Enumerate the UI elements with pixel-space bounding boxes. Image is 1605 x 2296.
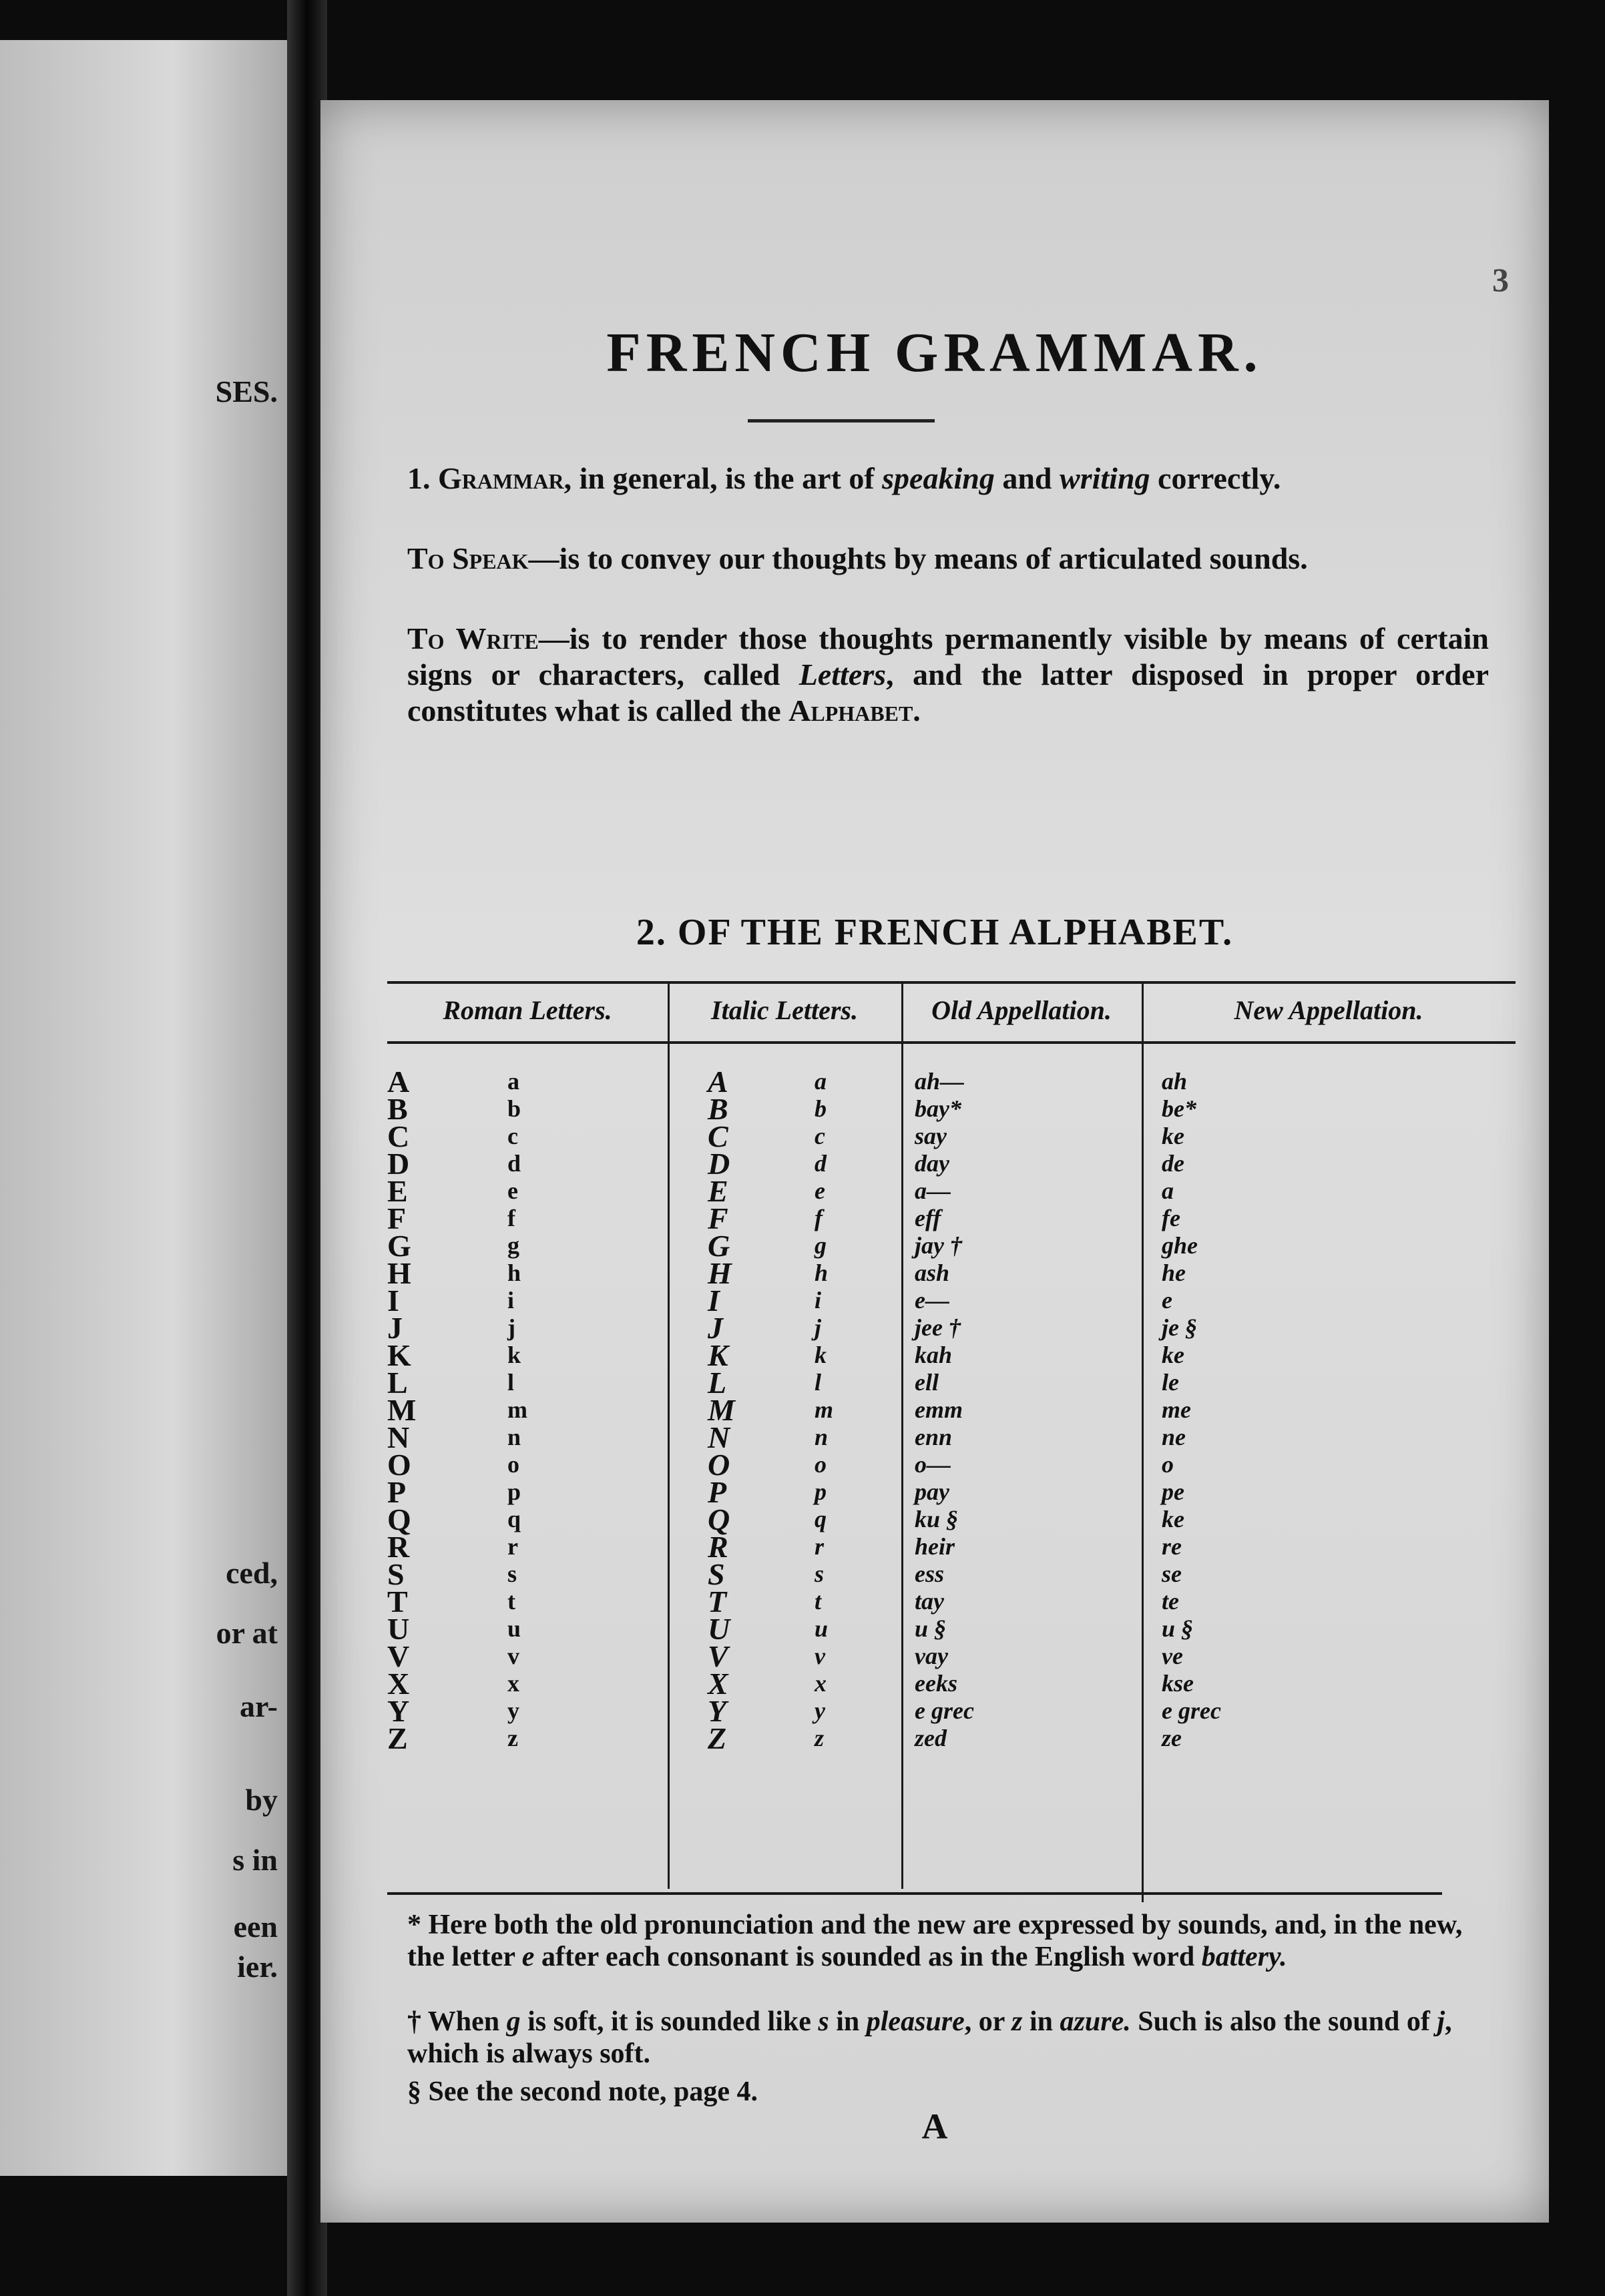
table-cell: s	[815, 1560, 825, 1587]
term-write: To Write	[407, 621, 539, 655]
table-cell: jay †	[915, 1232, 962, 1259]
table-cell: le	[1162, 1369, 1179, 1396]
table-cell: eff	[915, 1205, 941, 1231]
table-cell: u	[815, 1615, 829, 1642]
table-cell: v	[507, 1643, 519, 1669]
table-cell: R	[708, 1530, 728, 1564]
table-cell: k	[507, 1342, 521, 1368]
table-cell: B	[708, 1092, 728, 1126]
table-cell: g	[815, 1232, 827, 1259]
table-divider	[1142, 981, 1144, 1902]
footnote-text: is soft, it is sounded like	[520, 2006, 819, 2037]
table-cell: ke	[1162, 1342, 1184, 1368]
emphasis: Letters	[798, 657, 887, 691]
table-cell: P	[387, 1475, 407, 1509]
table-cell: u §	[1162, 1615, 1194, 1642]
table-cell: d	[507, 1150, 521, 1177]
table-cell: ell	[915, 1369, 939, 1396]
table-cell: f	[507, 1205, 515, 1231]
left-page-fragment: ced,	[226, 1556, 278, 1590]
table-cell: n	[507, 1424, 521, 1450]
table-cell: M	[387, 1393, 417, 1427]
table-cell: E	[387, 1174, 408, 1208]
table-cell: S	[387, 1557, 405, 1591]
footnote-text: , or	[964, 2006, 1012, 2037]
footnote-text: in	[1022, 2006, 1060, 2037]
table-cell: g	[507, 1232, 519, 1259]
table-cell: ku §	[915, 1506, 959, 1532]
table-cell: Y	[387, 1694, 410, 1728]
table-cell: fe	[1162, 1205, 1180, 1231]
table-cell: j	[815, 1314, 822, 1341]
table-cell: T	[387, 1585, 408, 1619]
table-header-rule	[387, 1041, 1516, 1044]
footnote-section: § See the second note, page 4.	[407, 2076, 758, 2107]
table-cell: ess	[915, 1560, 944, 1587]
paragraph-text: and	[994, 461, 1060, 495]
header-new-appellation: New Appellation.	[1234, 995, 1423, 1025]
table-cell: D	[387, 1147, 410, 1181]
left-facing-page	[0, 40, 287, 2176]
table-cell: G	[708, 1229, 730, 1263]
table-cell: de	[1162, 1150, 1184, 1177]
left-page-fragment: or at	[216, 1616, 278, 1650]
table-cell: H	[708, 1256, 732, 1290]
footnote-dagger	[407, 2006, 1489, 2070]
column-old-appellation	[915, 1068, 974, 1752]
table-cell: y	[507, 1697, 519, 1724]
table-cell: ghe	[1162, 1232, 1198, 1259]
table-cell: e grec	[915, 1697, 974, 1724]
table-cell: ze	[1162, 1725, 1182, 1751]
table-cell: V	[387, 1639, 410, 1673]
table-cell: J	[387, 1311, 403, 1345]
left-page-fragment: ier.	[237, 1950, 278, 1984]
emphasis: writing	[1060, 461, 1150, 495]
table-cell: jee †	[915, 1314, 961, 1341]
paragraph-write	[407, 621, 1489, 729]
table-cell: a	[507, 1068, 519, 1095]
table-cell: x	[507, 1670, 519, 1697]
book-page	[320, 100, 1549, 2223]
column-new-appellation	[1162, 1068, 1221, 1752]
table-cell: emm	[915, 1396, 963, 1423]
header-old-appellation: Old Appellation.	[931, 995, 1112, 1025]
table-cell: t	[507, 1588, 515, 1615]
table-cell: H	[387, 1256, 411, 1290]
emphasis: pleasure	[866, 2006, 965, 2037]
table-cell: b	[507, 1095, 521, 1122]
table-cell: ne	[1162, 1424, 1186, 1450]
table-cell: zed	[915, 1725, 947, 1751]
table-cell: P	[708, 1475, 727, 1509]
table-cell: f	[815, 1205, 823, 1231]
table-divider	[668, 981, 670, 1889]
footnote-text: Such is also the sound of	[1130, 2006, 1437, 2037]
footnote-text: , which is always soft.	[407, 2006, 1452, 2069]
paragraph-number: 1.	[407, 461, 431, 495]
table-cell: o	[1162, 1451, 1174, 1478]
table-cell: pe	[1162, 1478, 1184, 1505]
table-cell: i	[507, 1287, 515, 1314]
emphasis: z	[1011, 2006, 1023, 2037]
table-cell: i	[815, 1287, 822, 1314]
table-cell: x	[815, 1670, 827, 1697]
header-roman-letters: Roman Letters.	[443, 995, 612, 1025]
table-cell: O	[708, 1448, 730, 1482]
paragraph-text: —is to convey our thoughts by means of articulated sounds.	[528, 541, 1308, 575]
table-cell: I	[708, 1283, 720, 1318]
table-cell: ve	[1162, 1643, 1183, 1669]
table-cell: u §	[915, 1615, 947, 1642]
table-cell: ah	[1162, 1068, 1188, 1095]
table-cell: X	[387, 1667, 410, 1701]
table-cell: m	[507, 1396, 527, 1423]
emphasis: e	[521, 1942, 535, 1972]
table-cell: v	[815, 1643, 825, 1669]
paragraph-text: correctly.	[1150, 461, 1281, 495]
table-cell: Q	[387, 1502, 411, 1536]
emphasis: azure.	[1060, 2006, 1131, 2037]
emphasis: s	[818, 2006, 829, 2037]
table-cell: V	[708, 1639, 728, 1673]
footnote-text: † When	[407, 2006, 507, 2037]
table-cell: c	[507, 1123, 518, 1149]
table-cell: Y	[708, 1694, 727, 1728]
alphabet-table	[387, 968, 1516, 1902]
left-page-fragment: by	[245, 1783, 278, 1817]
table-cell: t	[815, 1588, 822, 1615]
table-cell: me	[1162, 1396, 1191, 1423]
table-cell: L	[387, 1366, 408, 1400]
table-cell: E	[708, 1174, 728, 1208]
table-cell: R	[387, 1530, 410, 1564]
header-italic-letters: Italic Letters.	[711, 995, 858, 1025]
table-cell: z	[507, 1725, 518, 1751]
table-cell: B	[387, 1092, 408, 1126]
table-cell: I	[387, 1283, 399, 1318]
table-divider	[901, 981, 903, 1889]
table-cell: enn	[915, 1424, 953, 1450]
table-cell: y	[815, 1697, 825, 1724]
footnote-text: after each consonant is sounded as in the English word	[534, 1942, 1202, 1972]
table-cell: U	[708, 1612, 730, 1646]
table-cell: je §	[1162, 1314, 1197, 1341]
table-cell: e—	[915, 1287, 949, 1314]
left-page-fragment: SES.	[215, 374, 278, 408]
table-cell: ah—	[915, 1068, 965, 1095]
table-cell: be*	[1162, 1095, 1196, 1122]
table-cell: bay*	[915, 1095, 961, 1122]
term-grammar: Grammar	[438, 461, 564, 495]
title-rule	[748, 419, 935, 422]
paragraph-speak	[407, 541, 1489, 577]
term-alphabet: Alphabet.	[788, 693, 921, 728]
table-cell: Z	[708, 1721, 727, 1755]
table-cell: tay	[915, 1588, 944, 1615]
column-roman-lower	[507, 1068, 527, 1752]
table-cell: s	[507, 1560, 517, 1587]
table-cell: p	[815, 1478, 827, 1505]
table-cell: e	[815, 1177, 825, 1204]
emphasis: battery.	[1201, 1942, 1287, 1972]
table-cell: ash	[915, 1259, 950, 1286]
table-cell: G	[387, 1229, 411, 1263]
left-page-fragment: ar-	[239, 1689, 278, 1723]
table-cell: K	[708, 1338, 728, 1372]
emphasis: j	[1437, 2006, 1445, 2037]
table-cell: U	[387, 1612, 410, 1646]
table-cell: o	[815, 1451, 827, 1478]
table-cell: a	[815, 1068, 827, 1095]
table-cell: eeks	[915, 1670, 957, 1697]
term-speak: To Speak	[407, 541, 529, 575]
table-cell: S	[708, 1557, 725, 1591]
table-top-rule	[387, 981, 1516, 984]
footnote-text: in	[829, 2006, 867, 2037]
table-cell: Z	[387, 1721, 408, 1755]
table-cell: p	[507, 1478, 521, 1505]
table-cell: k	[815, 1342, 827, 1368]
table-cell: e	[507, 1177, 518, 1204]
paragraph-text: , in general, is the art of	[563, 461, 883, 495]
table-cell: he	[1162, 1259, 1186, 1286]
table-cell: q	[507, 1506, 521, 1532]
table-cell: h	[507, 1259, 521, 1286]
table-cell: te	[1162, 1588, 1179, 1615]
table-cell: se	[1162, 1560, 1182, 1587]
table-cell: r	[507, 1533, 518, 1560]
table-cell: F	[708, 1201, 728, 1235]
column-roman-upper	[387, 1065, 417, 1755]
table-cell: l	[815, 1369, 822, 1396]
table-cell: L	[708, 1366, 727, 1400]
table-cell: n	[815, 1424, 829, 1450]
table-cell: O	[387, 1448, 411, 1482]
table-cell: l	[507, 1369, 515, 1396]
left-page-fragment: s in	[232, 1843, 278, 1877]
table-cell: j	[507, 1314, 515, 1341]
page-number: 3	[1492, 261, 1509, 298]
table-cell: T	[708, 1585, 727, 1619]
column-italic-lower	[815, 1068, 833, 1752]
table-cell: M	[708, 1393, 735, 1427]
table-cell: o	[507, 1451, 519, 1478]
table-cell: say	[915, 1123, 947, 1149]
table-cell: C	[387, 1119, 410, 1153]
page-title: FRENCH GRAMMAR.	[606, 322, 1263, 384]
table-cell: a	[1162, 1177, 1174, 1204]
emphasis: speaking	[882, 461, 995, 495]
footnote-text: * Here both the old pronunciation and the new are expressed by sounds, and, in the new, the letter	[407, 1910, 1463, 1972]
table-cell: o—	[915, 1451, 951, 1478]
table-cell: b	[815, 1095, 827, 1122]
table-cell: F	[387, 1201, 407, 1235]
table-cell: re	[1162, 1533, 1182, 1560]
section-heading: 2. OF THE FRENCH ALPHABET.	[636, 912, 1234, 953]
table-cell: c	[815, 1123, 825, 1149]
table-cell: r	[815, 1533, 825, 1560]
column-italic-upper	[708, 1065, 735, 1755]
table-cell: D	[708, 1147, 730, 1181]
table-cell: K	[387, 1338, 411, 1372]
table-cell: A	[387, 1065, 410, 1099]
table-cell: ke	[1162, 1506, 1184, 1532]
table-cell: day	[915, 1150, 949, 1177]
emphasis: g	[506, 2006, 521, 2037]
table-cell: h	[815, 1259, 829, 1286]
table-cell: kah	[915, 1342, 953, 1368]
signature-mark: A	[921, 2106, 948, 2146]
table-cell: A	[708, 1065, 728, 1099]
paragraph-text: —is to render those thoughts permanently visible by means of certain signs or characters, called	[407, 621, 1489, 691]
footnote-star	[407, 1909, 1489, 1973]
table-cell: heir	[915, 1533, 955, 1560]
table-cell: q	[815, 1506, 827, 1532]
table-cell: ke	[1162, 1123, 1184, 1149]
table-cell: Q	[708, 1502, 730, 1536]
left-page-fragment: een	[233, 1910, 278, 1944]
table-cell: pay	[915, 1478, 949, 1505]
table-cell: u	[507, 1615, 521, 1642]
table-cell: m	[815, 1396, 834, 1423]
table-cell: e grec	[1162, 1697, 1221, 1724]
table-cell: N	[708, 1420, 730, 1454]
table-cell: C	[708, 1119, 728, 1153]
table-cell: a—	[915, 1177, 951, 1204]
paragraph-grammar	[407, 461, 1489, 497]
table-cell: vay	[915, 1643, 948, 1669]
table-cell: X	[708, 1667, 728, 1701]
table-cell: kse	[1162, 1670, 1194, 1697]
table-cell: e	[1162, 1287, 1172, 1314]
paragraph-text: , and the latter disposed in proper order constitutes what is called the	[407, 657, 1489, 728]
table-cell: N	[387, 1420, 410, 1454]
table-cell: d	[815, 1150, 827, 1177]
table-cell: z	[815, 1725, 825, 1751]
table-cell: J	[708, 1311, 723, 1345]
table-bottom-rule	[387, 1892, 1442, 1895]
